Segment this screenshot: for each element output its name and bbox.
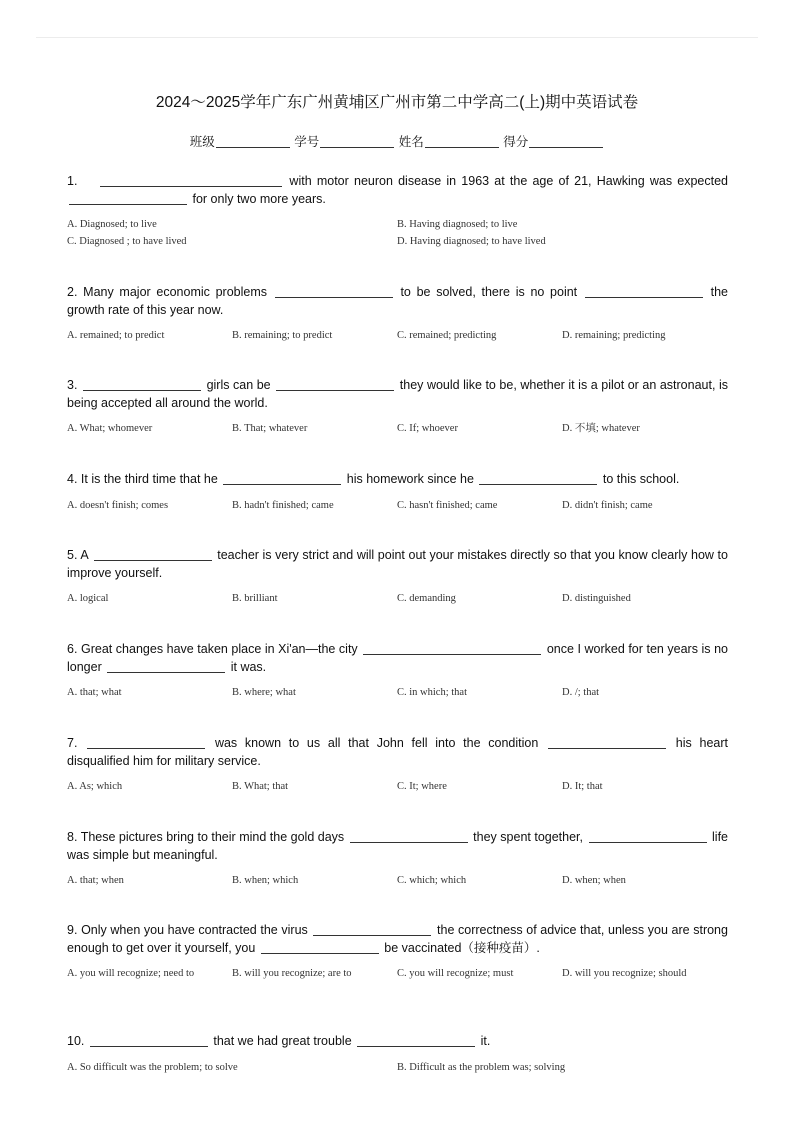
option-c[interactable]: C. hasn't finished; came (397, 499, 498, 511)
option-b[interactable]: B. will you recognize; are to (232, 968, 352, 979)
option-d[interactable]: D. remaining; predicting (562, 330, 666, 341)
question-stem (67, 829, 728, 864)
question-number: 3. (67, 378, 78, 392)
stem-text: These pictures bring to their mind the gold days (80, 830, 345, 844)
option-a[interactable]: A. doesn't finish; comes (67, 499, 169, 511)
answer-blank[interactable] (276, 378, 394, 391)
option-b[interactable]: B. remaining; to predict (232, 330, 333, 341)
question-number: 5. (67, 548, 78, 562)
question-stem (67, 735, 728, 770)
question-2 (67, 284, 728, 344)
stem-text: they spent together, (473, 830, 584, 844)
option-b[interactable]: B. brilliant (232, 593, 278, 604)
question-stem (67, 641, 728, 676)
answer-blank[interactable] (548, 736, 666, 749)
top-divider (36, 37, 758, 38)
options (67, 778, 728, 795)
id-label: 学号 (294, 135, 320, 149)
stem-text: Many major economic problems (83, 285, 268, 299)
question-number: 9. (67, 923, 78, 937)
option-b[interactable]: B. when; which (232, 875, 299, 886)
option-d[interactable]: D. distinguished (562, 593, 631, 604)
question-number: 4. (67, 472, 78, 486)
question-stem (67, 173, 728, 208)
question-stem (67, 1033, 728, 1051)
question-1 (67, 173, 728, 250)
option-b[interactable]: B. Having diagnosed; to live (397, 219, 518, 230)
question-number: 8. (67, 830, 78, 844)
option-a[interactable]: A. you will recognize; need to (67, 968, 195, 979)
name-field[interactable] (425, 135, 499, 148)
question-9 (67, 922, 728, 982)
question-stem (67, 547, 728, 582)
option-d[interactable]: D. will you recognize; should (562, 968, 687, 979)
options (67, 590, 728, 607)
question-3 (67, 377, 728, 437)
stem-text: with motor neuron disease in 1963 at the age of 21, Hawking was expected (289, 174, 728, 188)
option-d[interactable]: D. when; when (562, 875, 626, 886)
answer-blank[interactable] (107, 660, 225, 673)
stem-text: it was. (230, 659, 267, 674)
class-field[interactable] (216, 135, 290, 148)
stem-text: the growth rate of this year now. (67, 285, 728, 317)
option-b[interactable]: B. That; whatever (232, 423, 308, 434)
question-stem (67, 284, 728, 319)
option-a[interactable]: A. remained; to predict (67, 330, 165, 341)
answer-blank[interactable] (261, 941, 379, 954)
question-stem (67, 471, 728, 489)
answer-blank[interactable] (313, 923, 431, 936)
option-c[interactable]: C. remained; predicting (397, 330, 497, 341)
answer-blank[interactable] (275, 285, 393, 298)
option-a[interactable]: A. What; whomever (67, 423, 153, 434)
options (67, 497, 728, 514)
question-10 (67, 1033, 728, 1076)
score-label: 得分 (503, 135, 529, 149)
option-a[interactable]: A. logical (67, 593, 109, 604)
stem-text: was known to us all that John fell into the condition (214, 736, 539, 750)
stem-text: they would like to be, whether it is a pilot or an astronaut, is being accepted all around the world. (67, 378, 728, 410)
stem-text: it. (480, 1034, 491, 1048)
option-a[interactable]: A. So difficult was the problem; to solve (67, 1061, 238, 1073)
options (67, 216, 728, 250)
answer-blank[interactable] (90, 1034, 208, 1047)
question-number: 2. (67, 285, 78, 299)
answer-blank[interactable] (350, 830, 468, 843)
option-c[interactable]: C. you will recognize; must (397, 968, 514, 979)
options (67, 684, 728, 701)
answer-blank[interactable] (100, 174, 282, 187)
options (67, 1059, 728, 1076)
answer-blank[interactable] (87, 736, 205, 749)
question-stem (67, 377, 728, 412)
option-a[interactable]: A. that; when (67, 875, 124, 886)
answer-blank[interactable] (94, 548, 212, 561)
stem-text: Only when you have contracted the virus (81, 923, 308, 937)
option-c[interactable]: C. Diagnosed ; to have lived (67, 236, 187, 247)
option-c[interactable]: C. which; which (397, 875, 467, 886)
question-number: 1. (67, 174, 78, 188)
options (67, 965, 728, 982)
question-stem (67, 922, 728, 957)
question-number: 7. (67, 736, 78, 750)
stem-text: his homework since he (346, 472, 474, 486)
answer-blank[interactable] (357, 1034, 475, 1047)
stem-text: to be solved, there is no point (400, 285, 578, 299)
stem-text: It is the third time that he (80, 472, 218, 486)
stem-text: A (80, 548, 89, 562)
stem-text: that we had great trouble (213, 1034, 352, 1048)
option-d[interactable]: D. Having diagnosed; to have lived (397, 236, 546, 247)
option-d[interactable]: D. didn't finish; came (562, 499, 653, 511)
answer-blank[interactable] (83, 378, 201, 391)
name-label: 姓名 (398, 135, 424, 149)
stem-text: once I worked for ten years is no longer (67, 642, 728, 674)
option-a[interactable]: A. Diagnosed; to live (67, 219, 157, 230)
stem-text: his heart disqualified him for military service. (67, 736, 729, 768)
answer-blank[interactable] (589, 830, 707, 843)
options (67, 327, 728, 344)
answer-blank[interactable] (585, 285, 703, 298)
class-label: 班级 (189, 135, 215, 149)
stem-text: be vaccinated（接种疫苗）. (384, 940, 540, 955)
option-b[interactable]: B. What; that (232, 781, 289, 792)
options (67, 872, 728, 889)
stem-text: to this school. (602, 472, 680, 486)
stem-text: Great changes have taken place in Xi'an—the city (81, 642, 358, 656)
question-5 (67, 547, 728, 607)
score-field[interactable] (529, 135, 603, 148)
answer-blank[interactable] (69, 192, 187, 205)
option-c[interactable]: C. It; where (397, 781, 447, 792)
option-d[interactable]: D. It; that (562, 781, 603, 792)
option-c[interactable]: C. in which; that (397, 687, 467, 698)
question-7 (67, 735, 728, 795)
student-info-line (0, 132, 794, 150)
stem-text: teacher is very strict and will point out your mistakes directly so that you know clearly how to improve yourself. (67, 548, 728, 580)
answer-blank[interactable] (479, 472, 597, 485)
question-number: 10. (67, 1034, 85, 1048)
answer-blank[interactable] (363, 642, 541, 655)
question-6 (67, 641, 728, 701)
stem-text: girls can be (206, 378, 271, 392)
option-d[interactable]: D. /; that (562, 687, 600, 698)
option-c[interactable]: C. If; whoever (397, 423, 458, 434)
option-b[interactable]: B. hadn't finished; came (232, 499, 334, 511)
option-c[interactable]: C. demanding (397, 593, 456, 604)
id-field[interactable] (320, 135, 394, 148)
question-4 (67, 471, 728, 514)
option-a[interactable]: A. that; what (67, 687, 122, 698)
option-d[interactable]: D. 不填; whatever (562, 423, 640, 434)
question-8 (67, 829, 728, 889)
stem-text: for only two more years. (192, 191, 326, 206)
option-b[interactable]: B. where; what (232, 687, 296, 698)
question-number: 6. (67, 642, 78, 656)
answer-blank[interactable] (223, 472, 341, 485)
option-b[interactable]: B. Difficult as the problem was; solving (397, 1061, 566, 1073)
options (67, 420, 728, 437)
page-title: 2024～2025学年广东广州黄埔区广州市第二中学高二(上)期中英语试卷 (155, 94, 639, 111)
stem-text: life was simple but meaningful. (67, 830, 728, 862)
option-a[interactable]: A. As; which (67, 781, 123, 792)
stem-text: the correctness of advice that, unless you are strong enough to get over it yourself, you (67, 923, 728, 955)
